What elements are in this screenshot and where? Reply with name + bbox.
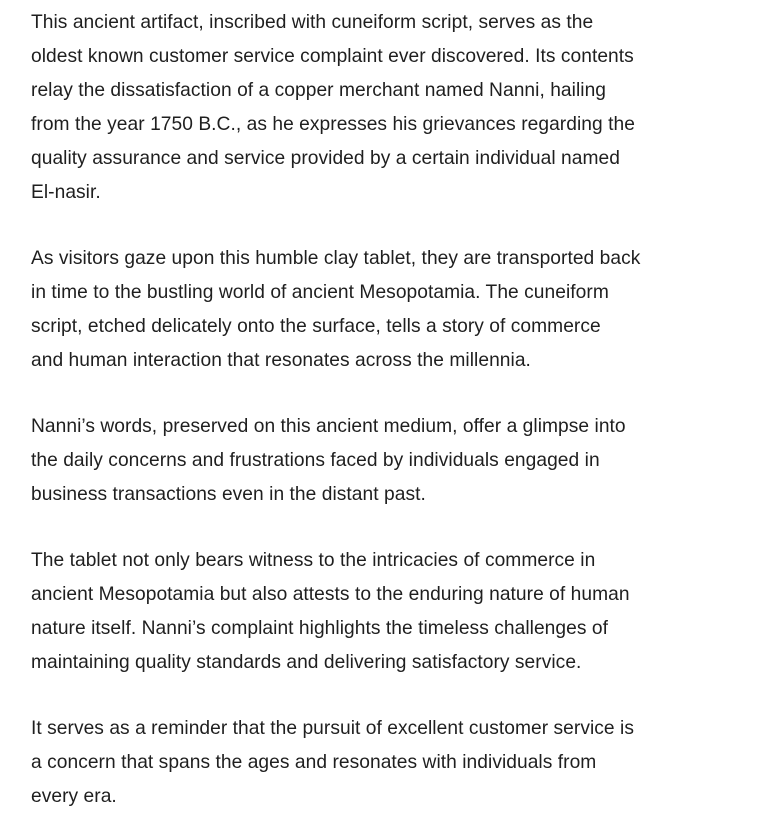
paragraph-commerce-witness: The tablet not only bears witness to the intricacies of commerce in ancient Mesopotamia but also attests to the enduring nature of human nature itself. Nanni’s complaint highlights the timeless challenges of maintaining quality standards and delivering satisfactory service.: [31, 550, 630, 673]
paragraph-artifact-intro: This ancient artifact, inscribed with cuneiform script, serves as the oldest known customer service complaint ever discovered. Its contents relay the dissatisfaction of a copper merchant named Nanni, hailing from the year 1750 B.C., as he expresses his grievances regarding the quality assurance and service provided by a certain individual named El-nasir.: [31, 12, 635, 203]
paragraph-reminder: It serves as a reminder that the pursuit of excellent customer service is a concern that spans the ages and resonates with individuals from every era.: [31, 718, 634, 807]
paragraph-clay-tablet: As visitors gaze upon this humble clay tablet, they are transported back in time to the bustling world of ancient Mesopotamia. The cuneiform script, etched delicately onto the surface, tells a story of commerce and human interaction that resonates across the millennia.: [31, 248, 641, 371]
paragraph-nanni-words: Nanni’s words, preserved on this ancient medium, offer a glimpse into the daily concerns and frustrations faced by individuals engaged in business transactions even in the distant past.: [31, 416, 626, 505]
